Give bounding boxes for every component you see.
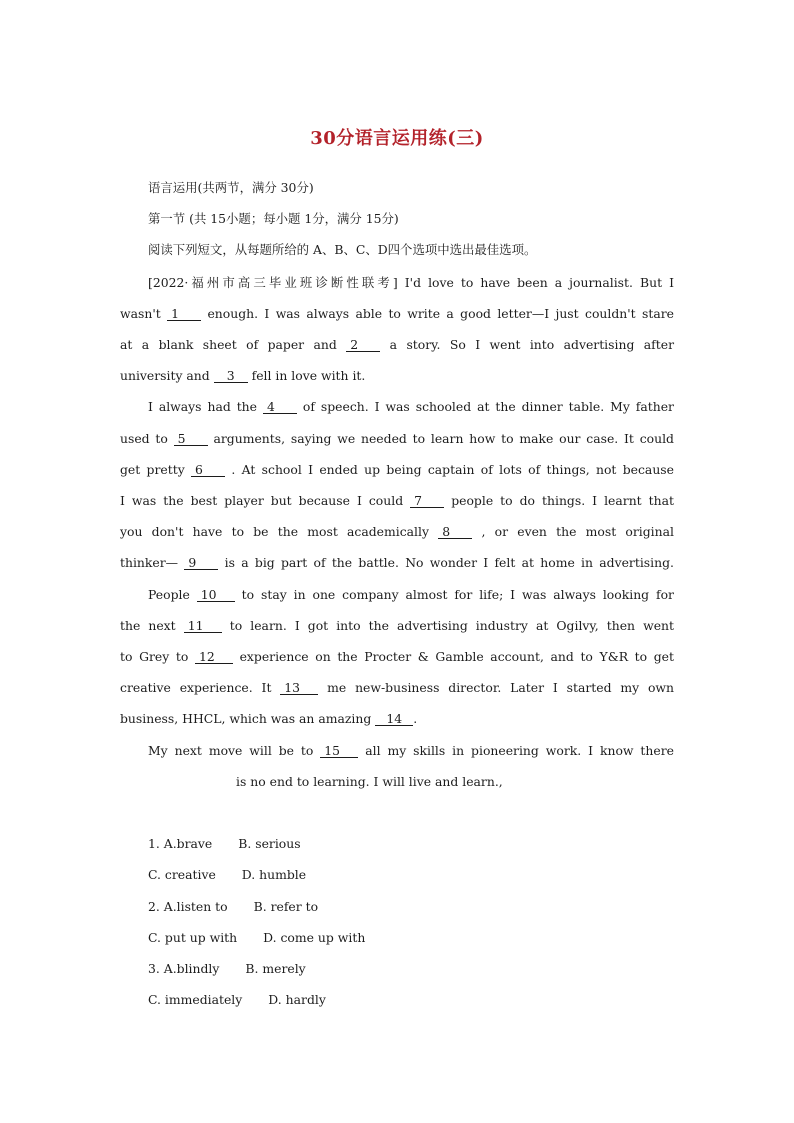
blank-5: 5 [174, 432, 208, 446]
blank-7: 7 [410, 494, 444, 508]
passage-line [120, 337, 674, 353]
passage-line [120, 462, 674, 478]
blank-3: 3 [214, 369, 248, 383]
instruction: 阅读下列短文，从每题所给的 A、B、C、D四个选项中选出最佳选项。 [148, 242, 537, 257]
text-segment: enough. I was always able to write a good letter—I just couldn't stare [207, 306, 674, 321]
passage-line: [2022·福州市高三毕业班诊断性联考] I'd love to have been a journalist. But I [148, 275, 674, 290]
blank-2: 2 [346, 338, 380, 352]
blank-9: 9 [184, 556, 218, 570]
question-2-options-ab [148, 899, 318, 915]
option-2c[interactable]: C. put up with [148, 930, 238, 945]
question-1-options-cd [148, 867, 306, 883]
text-segment: you don't have to be the most academically [120, 524, 429, 539]
text-segment: creative experience. It [120, 680, 272, 695]
blank-13: 13 [280, 681, 318, 695]
text-segment: I was the best player but because I could [120, 493, 404, 508]
blank-11: 11 [184, 619, 222, 633]
section-heading: 第一节 (共 15小题；每小题 1分，满分 15分) [148, 211, 399, 226]
passage-line: is no end to learning. I will live and learn., [236, 774, 503, 789]
passage-line [148, 743, 674, 759]
question-1-options-ab [148, 836, 301, 852]
option-3a[interactable]: 3. A.blindly [148, 961, 220, 976]
passage-line [120, 493, 674, 509]
text-segment: fell in love with it. [251, 368, 366, 383]
text-segment: people to do things. I learnt that [451, 493, 674, 508]
text-segment: to Grey to [120, 649, 189, 664]
text-segment: wasn't [120, 306, 161, 321]
text-segment: business, HHCL, which was an amazing [120, 711, 372, 726]
text-segment: People [148, 587, 190, 602]
text-segment: thinker— [120, 555, 179, 570]
passage-line [148, 399, 674, 415]
text-segment: experience on the Procter & Gamble account, and to Y&R to get [239, 649, 674, 664]
option-1a[interactable]: 1. A.brave [148, 836, 213, 851]
section-intro: 语言运用(共两节，满分 30分) [148, 180, 314, 195]
option-1c[interactable]: C. creative [148, 867, 216, 882]
passage-line [120, 555, 674, 571]
text-segment: My next move will be to [148, 743, 314, 758]
blank-6: 6 [191, 463, 225, 477]
text-segment: all my skills in pioneering work. I know there [365, 743, 674, 758]
passage-line [148, 587, 674, 603]
question-2-options-cd [148, 930, 365, 946]
option-1b[interactable]: B. serious [238, 836, 301, 851]
passage-line [120, 618, 674, 634]
text-segment: at a blank sheet of paper and [120, 337, 337, 352]
page-title: 30分语言运用练(三) [310, 128, 484, 149]
text-segment: me new-business director. Later I started my own [327, 680, 674, 695]
passage-line [120, 649, 674, 665]
option-2a[interactable]: 2. A.listen to [148, 899, 228, 914]
blank-8: 8 [438, 525, 472, 539]
blank-1: 1 [167, 307, 201, 321]
passage-line [120, 680, 674, 696]
text-segment: . At school I ended up being captain of lots of things, not because [231, 462, 674, 477]
text-segment: to stay in one company almost for life; I was always looking for [241, 587, 674, 602]
passage-line [120, 368, 674, 384]
option-1d[interactable]: D. humble [241, 867, 307, 882]
text-segment: university and [120, 368, 210, 383]
option-3d[interactable]: D. hardly [268, 992, 326, 1007]
question-3-options-cd [148, 992, 326, 1008]
option-3b[interactable]: B. merely [245, 961, 306, 976]
passage-line [120, 306, 674, 322]
text-segment: used to [120, 431, 168, 446]
text-segment: get pretty [120, 462, 185, 477]
passage-line [120, 711, 674, 727]
text-segment: arguments, saying we needed to learn how to make our case. It could [213, 431, 674, 446]
text-segment: is a big part of the battle. No wonder I felt at home in advertising. [224, 555, 674, 570]
passage-line [120, 524, 674, 540]
blank-12: 12 [195, 650, 233, 664]
blank-4: 4 [263, 400, 297, 414]
blank-10: 10 [197, 588, 235, 602]
text-segment: the next [120, 618, 176, 633]
text-segment: I always had the [148, 399, 257, 414]
passage-line [120, 431, 674, 447]
option-2b[interactable]: B. refer to [253, 899, 319, 914]
text-segment: to learn. I got into the advertising industry at Ogilvy, then went [229, 618, 674, 633]
text-segment: , or even the most original [481, 524, 674, 539]
text-segment: a story. So I went into advertising after [389, 337, 674, 352]
text-segment: of speech. I was schooled at the dinner table. My father [302, 399, 674, 414]
text-segment: . [413, 711, 418, 726]
blank-15: 15 [320, 744, 358, 758]
option-3c[interactable]: C. immediately [148, 992, 243, 1007]
blank-14: 14 [375, 712, 413, 726]
option-2d[interactable]: D. come up with [263, 930, 366, 945]
question-3-options-ab [148, 961, 306, 977]
